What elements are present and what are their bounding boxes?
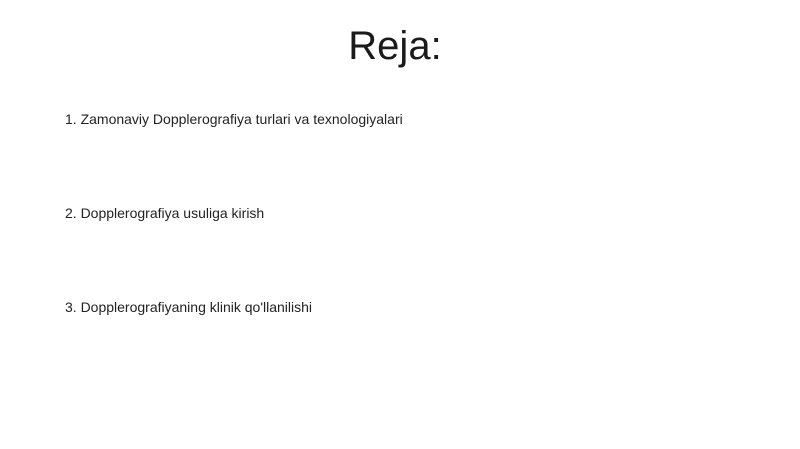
agenda-item-2: 2. Dopplerografiya usuliga kirish [65, 205, 265, 221]
agenda-list [65, 110, 403, 316]
agenda-item-1: 1. Zamonaviy Dopplerografiya turlari va texnologiyalari [65, 111, 403, 127]
slide-title: Reja: [348, 24, 442, 68]
agenda-item-3: 3. Dopplerografiyaning klinik qo'llanilishi [65, 299, 313, 315]
